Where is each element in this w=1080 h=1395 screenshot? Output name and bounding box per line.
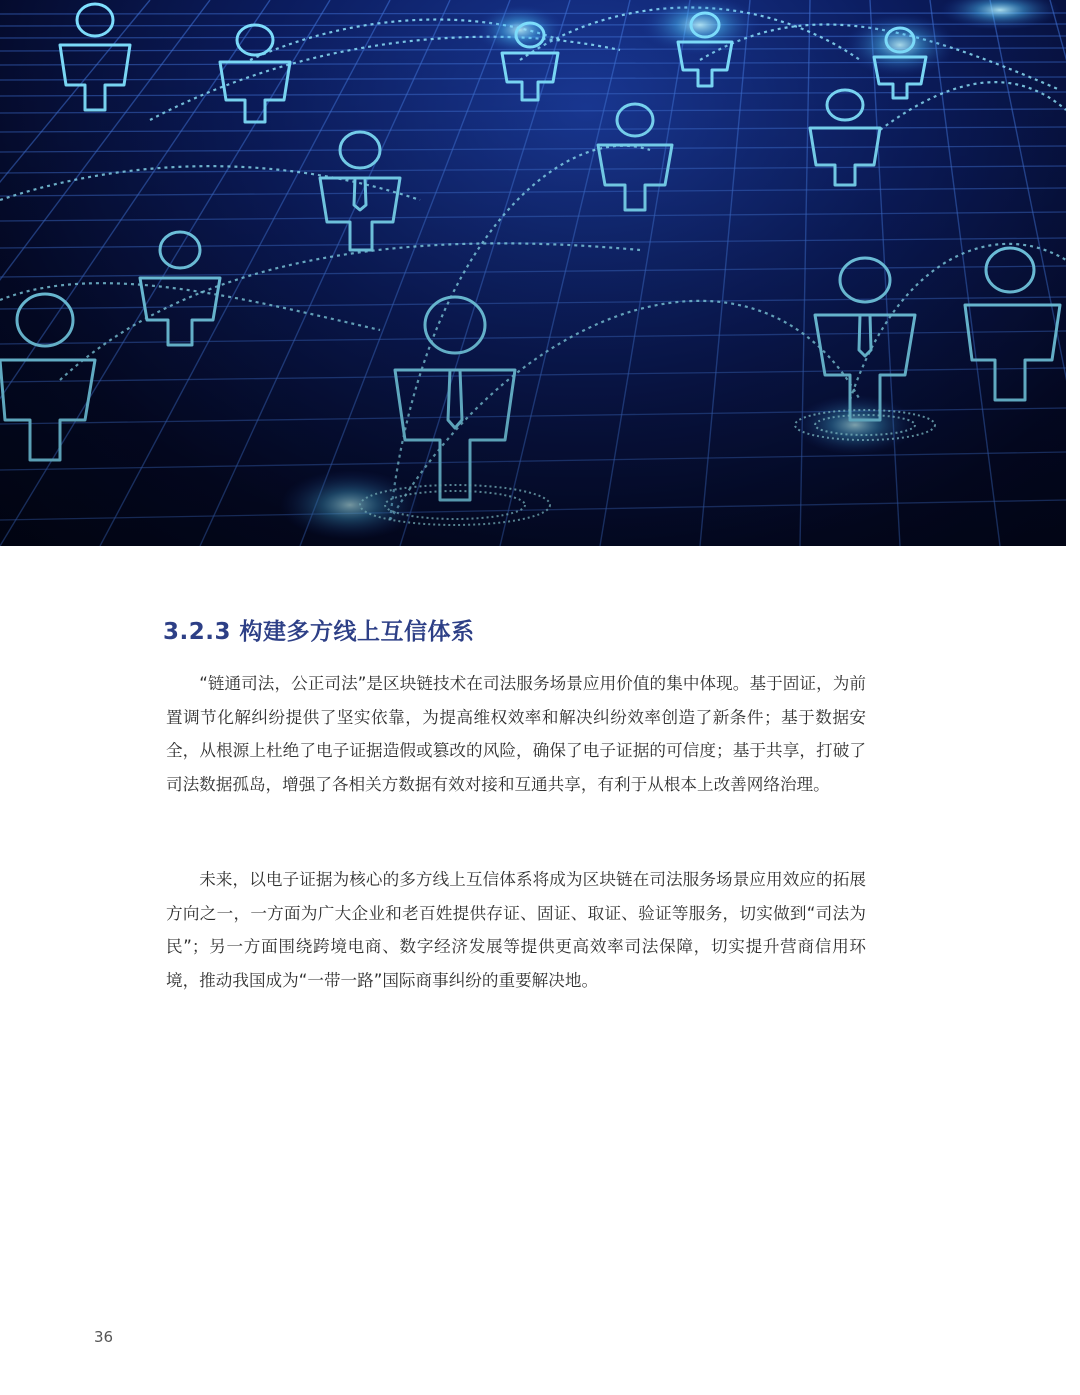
hero-image [0, 0, 1066, 546]
section-title: 3.2.3 构建多方线上互信体系 [163, 619, 475, 645]
page-number: 36 [94, 1328, 114, 1346]
body-paragraph: “链通司法，公正司法”是区块链技术在司法服务场景应用价值的集中体现。基于固证，为前置调节化解纠纷提供了坚实依靠，为提高维权效率和解决纠纷效率创造了新条件；基于数据安全，从根源上杜绝了电子证据造假或篡改的风险，确保了电子证据的可信度；基于共享，打破了司法数据孤岛，增强了各相关方数据有效对接和互通共享，有利于从根本上改善网络治理。 [166, 674, 866, 794]
people-network-grid-image [0, 0, 1066, 546]
body-paragraph: 未来，以电子证据为核心的多方线上互信体系将成为区块链在司法服务场景应用效应的拓展方向之一，一方面为广大企业和老百姓提供存证、固证、取证、验证等服务，切实做到“司法为民”；另一方面围绕跨境电商、数字经济发展等提供更高效率司法保障，切实提升营商信用环境，推动我国成为“一带一路”国际商事纠纷的重要解决地。 [166, 870, 866, 990]
